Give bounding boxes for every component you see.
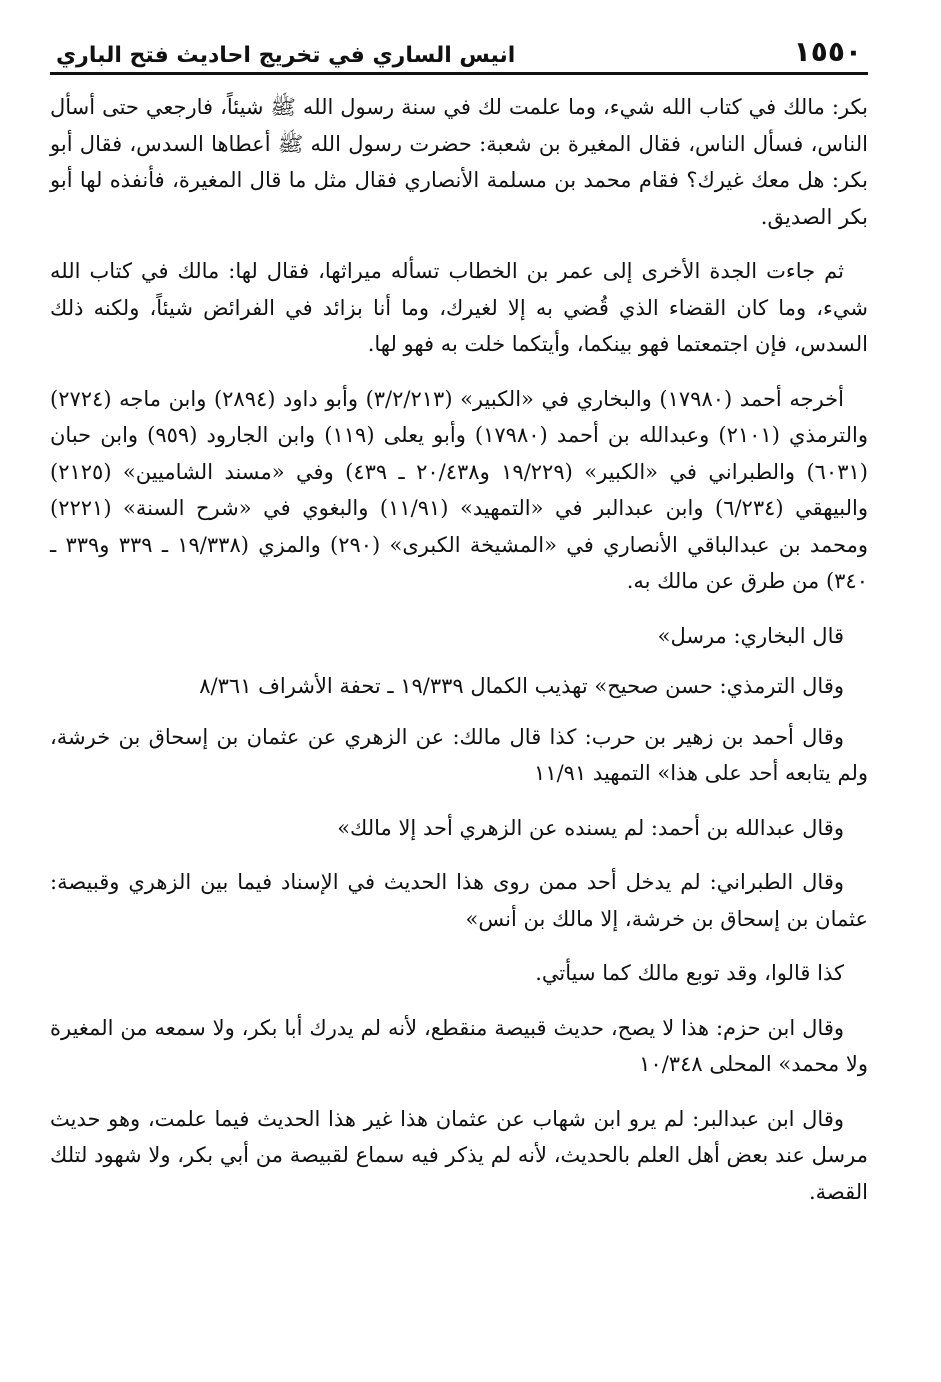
paragraph-ibn-abdulbarr-comment: وقال ابن عبدالبر: لم يرو ابن شهاب عن عثمان هذا غير هذا الحديث فيما علمت، وهو حديث مرسل عند بعض أهل العلم بالحديث، لأنه لم يذكر فيه سماع لقبيصة من أبي بكر، ولا شهود لتلك القصة.	[50, 1106, 868, 1204]
paragraph-tabarani-comment: وقال الطبراني: لم يدخل أحد ممن روى هذا الحديث في الإسناد فيما بين الزهري وقبيصة: عثمان بن إسحاق بن خرشة، إلا مالك بن أنس»	[50, 870, 868, 931]
paragraph-tirmidhi-comment: وقال الترمذي: حسن صحيح» تهذيب الكمال ١٩/٣٣٩ ـ تحفة الأشراف ٨/٣٦١	[199, 674, 844, 698]
page-number: ١٥٥٠	[793, 35, 862, 68]
book-page	[50, 28, 868, 1228]
paragraph-ahmad-ibn-zuhair-comment: وقال أحمد بن زهير بن حرب: كذا قال مالك: عن الزهري عن عثمان بن إسحاق بن خرشة، ولم يتابعه أحد على هذا» التمهيد ١١/٩١	[50, 724, 868, 785]
book-title: انيس الساري في تخريج احاديث فتح الباري	[56, 43, 516, 68]
paragraph-narration-end: بكر: مالك في كتاب الله شيء، وما علمت لك في سنة رسول الله ﷺ شيئاً، فارجعي حتى أسأل الناس، فسأل الناس، فقال المغيرة بن شعبة: حضرت رسول الله ﷺ أعطاها السدس، فقال أبو بكر: هل معك غيرك؟ فقام محمد بن مسلمة الأنصاري فقال مثل ما قال المغيرة، فأنفذه لها أبو بكر الصديق.	[50, 95, 868, 229]
page-body	[50, 89, 868, 1210]
paragraph-takhrij: أخرجه أحمد (١٧٩٨٠) والبخاري في «الكبير» (٣/٢/٢١٣) وأبو داود (٢٨٩٤) وابن ماجه (٢٧٢٤) والترمذي (٢١٠١) وعبدالله بن أحمد (١٧٩٨٠) وأبو يعلى (١١٩) وابن الجارود (٩٥٩) وابن حبان (٦٠٣١) والطبراني في «الكبير» (١٩/٢٢٩ و٢٠/٤٣٨ ـ ٤٣٩) وفي «مسند الشاميين» (٢١٢٥) والبيهقي (٦/٢٣٤) وابن عبدالبر في «التمهيد» (١١/٩١) والبغوي في «شرح السنة» (٢٢٢١) ومحمد بن عبدالباقي الأنصاري في «المشيخة الكبرى» (٢٩٠) والمزي (١٩/٣٣٨ ـ ٣٣٩ و٣٣٩ ـ ٣٤٠) من طرق عن مالك به.	[50, 386, 869, 593]
paragraph-second-grandmother: ثم جاءت الجدة الأخرى إلى عمر بن الخطاب تسأله ميراثها، فقال لها: مالك في كتاب الله شيء، وما كان القضاء الذي قُضي به إلا لغيرك، وما أنا بزائد في الفرائض شيئاً، ولكنه ذلك السدس، فإن اجتمعتما فهو بينكما، وأيتكما خلت به فهو لها.	[50, 259, 868, 356]
running-header	[50, 28, 868, 75]
paragraph-abdullah-ibn-ahmad-comment: وقال عبدالله بن أحمد: لم يسنده عن الزهري أحد إلا مالك»	[337, 815, 844, 840]
paragraph-ibn-hazm-comment: وقال ابن حزم: هذا لا يصح، حديث قبيصة منقطع، لأنه لم يدرك أبا بكر، ولا سمعه من المغيرة ولا محمد» المحلى ١٠/٣٤٨	[50, 1015, 868, 1076]
paragraph-bukhari-comment: قال البخاري: مرسل»	[657, 623, 844, 648]
paragraph-author-note: كذا قالوا، وقد توبع مالك كما سيأتي.	[535, 961, 844, 985]
